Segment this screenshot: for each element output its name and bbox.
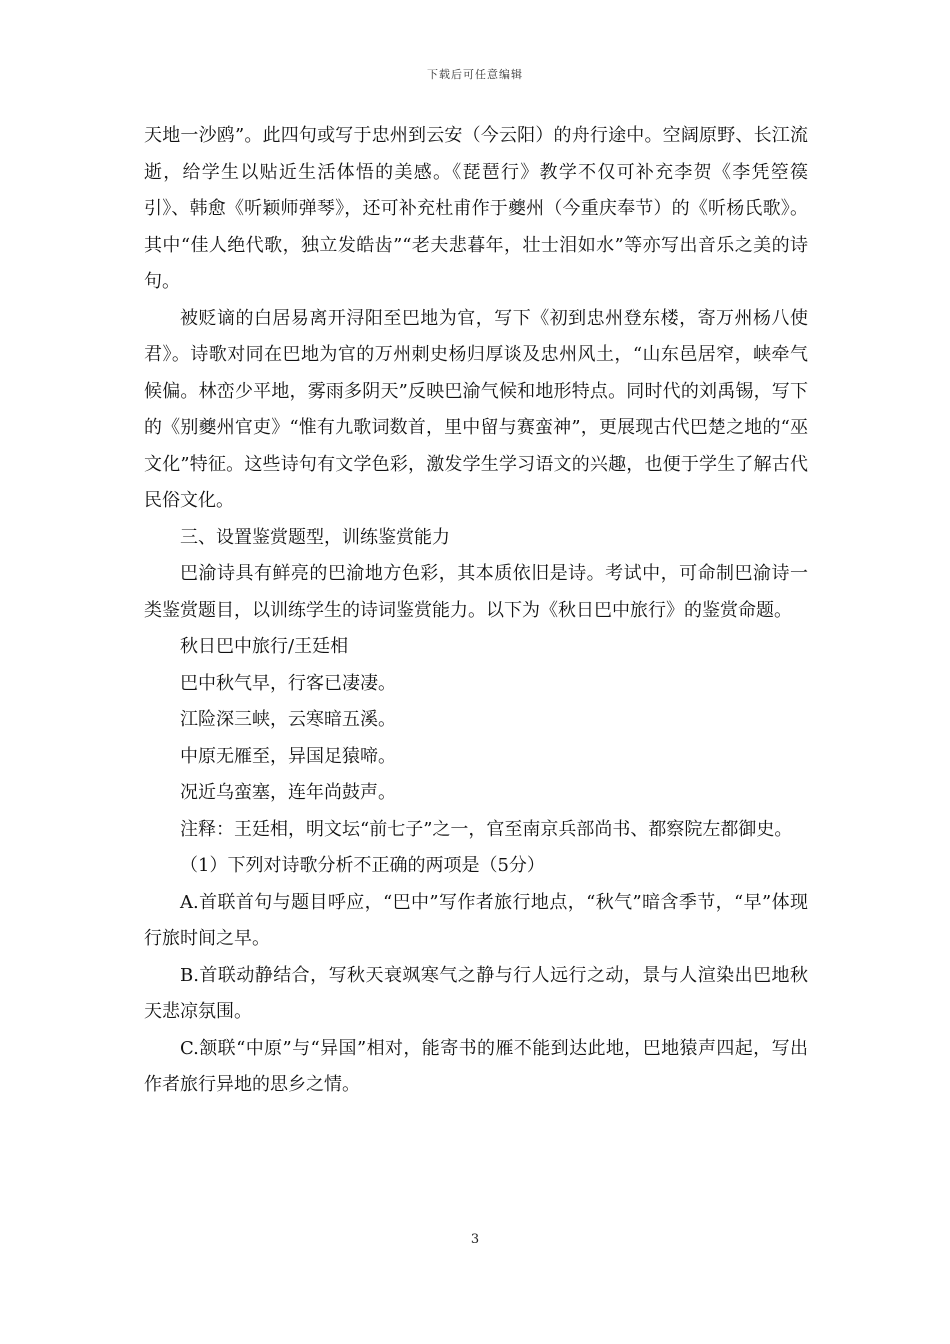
question: （1）下列对诗歌分析不正确的两项是（5分）	[180, 855, 545, 876]
poem-line: 中原无雁至，异国足猿啼。	[180, 745, 396, 767]
annotation: 注释：王廷相，明文坛“前七子”之一，官至南京兵部尚书、都察院左都御史。	[180, 818, 793, 840]
option-a: A.首联首句与题目呼应，“巴中”写作者旅行地点，“秋气”暗含季节，“早”体现行旅时间之早。	[144, 891, 808, 949]
section-heading: 三、设置鉴赏题型，训练鉴赏能力	[180, 526, 450, 548]
option-c: C.颔联“中原”与“异国”相对，能寄书的雁不能到达此地，巴地猿声四起，写出作者旅行异地的思乡之情。	[144, 1037, 808, 1095]
paragraph: 天地一沙鸥”。此四句或写于忠州到云安（今云阳）的舟行途中。空阔原野、长江流逝，给学生以贴近生活体悟的美感。《琵琶行》教学不仅可补充李贺《李凭箜篌引》、韩愈《听颖师弹琴》，还可补充杜甫作于夔州（今重庆奉节）的《听杨氏歌》。其中“佳人绝代歌，独立发皓齿”“老夫悲暮年，壮士泪如水”等亦写出音乐之美的诗句。	[144, 125, 808, 292]
page-number: 3	[470, 1232, 480, 1247]
paragraph: 被贬谪的白居易离开浔阳至巴地为官，写下《初到忠州登东楼，寄万州杨八使君》。诗歌对同在巴地为官的万州刺史杨归厚谈及忠州风土，“山东邑居窄，峡牵气候偏。林峦少平地，雾雨多阴天”反映巴渝气候和地形特点。同时代的刘禹锡，写下的《别夔州官吏》“惟有九歌词数首，里中留与赛蛮神”，更展现古代巴楚之地的“巫文化”特征。这些诗句有文学色彩，激发学生学习语文的兴趣，也便于学生了解古代民俗文化。	[144, 307, 808, 511]
poem-title: 秋日巴中旅行/王廷相	[180, 636, 349, 657]
body-text	[144, 118, 808, 1104]
paragraph: 巴渝诗具有鲜亮的巴渝地方色彩，其本质依旧是诗。考试中，可命制巴渝诗一类鉴赏题目，以训练学生的诗词鉴赏能力。以下为《秋日巴中旅行》的鉴赏命题。	[144, 563, 808, 621]
poem-line: 巴中秋气早，行客已凄凄。	[180, 672, 396, 694]
poem-line: 江险深三峡，云寒暗五溪。	[180, 709, 396, 730]
page-header: 下载后可任意编辑	[427, 68, 523, 81]
poem-line: 况近乌蛮塞，连年尚鼓声。	[180, 782, 396, 803]
option-b: B.首联动静结合，写秋天衰飒寒气之静与行人远行之动，景与人渲染出巴地秋天悲凉氛围。	[144, 964, 808, 1022]
